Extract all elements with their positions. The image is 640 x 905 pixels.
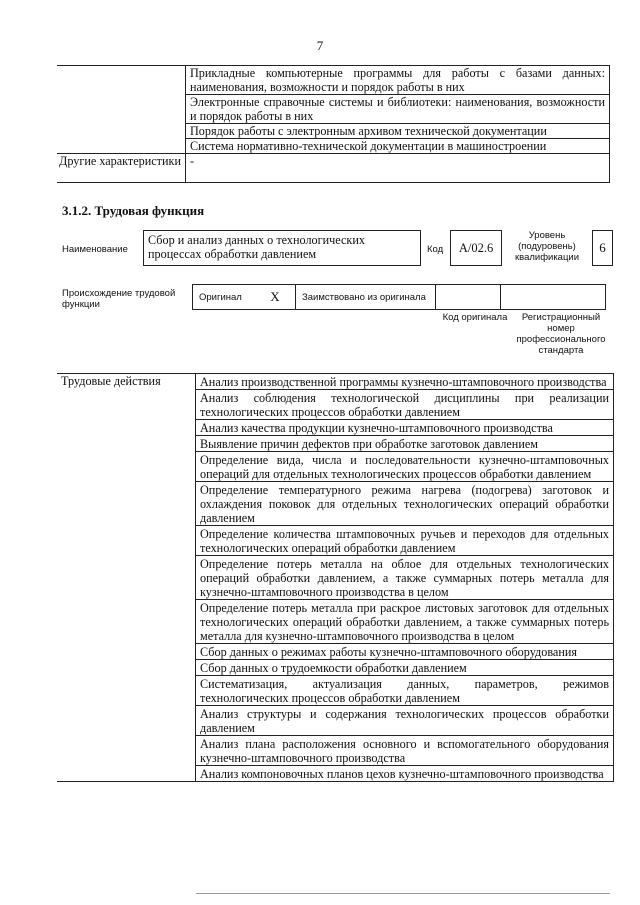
table-row bbox=[57, 374, 614, 390]
function-name-value: Сбор и анализ данных о технологических процессах обработки давлением bbox=[143, 230, 421, 266]
registration-number-cell bbox=[501, 285, 606, 310]
labor-action-item: Выявление причин дефектов при обработке заготовок давлением bbox=[196, 436, 614, 452]
table-row bbox=[57, 154, 610, 183]
labor-action-item: Анализ производственной программы кузнечно-штамповочного производства bbox=[196, 374, 614, 390]
knowledge-item: Электронные справочные системы и библиотеки: наименования, возможности и порядок работы в них bbox=[186, 95, 610, 124]
labor-action-item: Анализ соблюдения технологической дисциплины при реализации технологических процессов обработки давлением bbox=[196, 390, 614, 420]
origin-code-cell bbox=[436, 285, 501, 310]
section-title: 3.1.2. Трудовая функция bbox=[62, 203, 205, 218]
labor-action-item: Определение потерь металла при раскрое листовых заготовок для отдельных технологических операций обработки давлением, а также суммарных потерь металла для кузнечно-штамповочного производства в целом bbox=[196, 600, 614, 644]
knowledge-table-continuation bbox=[57, 65, 610, 183]
page-number: 7 bbox=[316, 38, 324, 53]
original-mark: X bbox=[255, 285, 296, 310]
labor-action-item: Анализ качества продукции кузнечно-штамповочного производства bbox=[196, 420, 614, 436]
page-bottom-rule bbox=[196, 893, 610, 894]
origin-label: Происхождение трудовой функции bbox=[62, 288, 176, 310]
labor-actions-label: Трудовые действия bbox=[57, 374, 196, 782]
knowledge-item: Прикладные компьютерные программы для работы с базами данных: наименования, возможности и порядок работы в них bbox=[186, 66, 610, 95]
table-cell-empty bbox=[57, 66, 186, 154]
labor-action-item: Анализ плана расположения основного и вспомогательного оборудования кузнечно-штамповочного производства bbox=[196, 736, 614, 766]
labor-actions-table bbox=[57, 373, 614, 782]
knowledge-item: Порядок работы с электронным архивом технической документации bbox=[186, 124, 610, 139]
borrowed-label: Заимствовано из оригинала bbox=[296, 285, 436, 310]
labor-action-item: Определение количества штамповочных ручьев и переходов для отдельных технологических операций обработки давлением bbox=[196, 526, 614, 556]
qualification-level-label: Уровень (подуровень) квалификации bbox=[514, 230, 580, 263]
labor-action-item: Анализ структуры и содержания технологических процессов обработки давлением bbox=[196, 706, 614, 736]
labor-action-item: Сбор данных о трудоемкости обработки давлением bbox=[196, 660, 614, 676]
labor-action-item: Систематизация, актуализация данных, параметров, режимов технологических процессов обработки давлением bbox=[196, 676, 614, 706]
function-code-value: A/02.6 bbox=[450, 230, 502, 266]
code-label: Код bbox=[427, 244, 444, 255]
registration-number-caption: Регистрационный номер профессионального стандарта bbox=[516, 312, 606, 356]
labor-action-item: Анализ компоновочных планов цехов кузнечно-штамповочного производства bbox=[196, 766, 614, 782]
other-characteristics-value: - bbox=[186, 154, 610, 183]
labor-action-item: Определение вида, числа и последовательности кузнечно-штамповочных операций для отдельных технологических процессов обработки давлением bbox=[196, 452, 614, 482]
labor-action-item: Определение температурного режима нагрева (подогрева) заготовок и охлаждения поковок для отдельных технологических операций обработки давлением bbox=[196, 482, 614, 526]
knowledge-item: Система нормативно-технической документации в машиностроении bbox=[186, 139, 610, 154]
labor-action-item: Сбор данных о режимах работы кузнечно-штамповочного оборудования bbox=[196, 644, 614, 660]
name-label: Наименование bbox=[62, 244, 128, 255]
origin-table bbox=[192, 284, 606, 310]
qualification-level-value: 6 bbox=[592, 230, 613, 266]
other-characteristics-label: Другие характеристики bbox=[57, 154, 186, 183]
original-label: Оригинал bbox=[193, 285, 256, 310]
origin-code-caption: Код оригинала bbox=[442, 312, 508, 323]
table-row bbox=[57, 66, 610, 95]
labor-action-item: Определение потерь металла на облое для отдельных технологических операций обработки давлением, а также суммарных потерь металла для кузнечно-штамповочного производства в целом bbox=[196, 556, 614, 600]
